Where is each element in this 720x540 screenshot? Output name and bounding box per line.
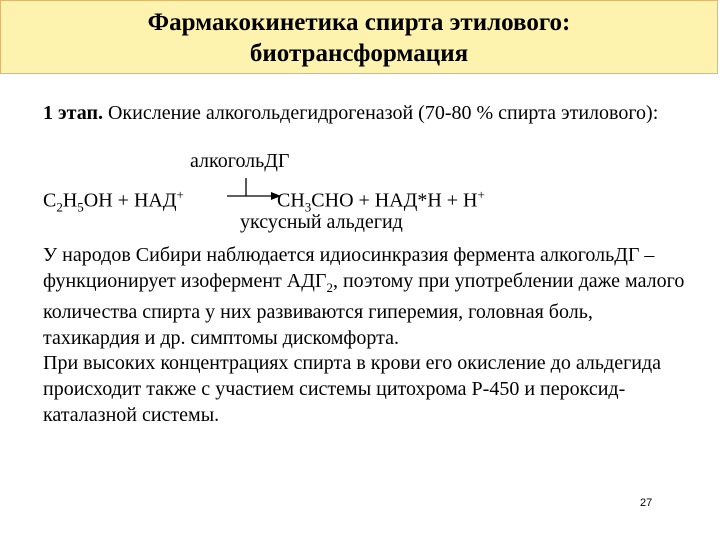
paragraph-siberia-start: У народов Сибири наблюдается идиосинкразия фермента алкогольДГ – функционирует изофермент АДГ (43, 244, 655, 292)
reactant-rest: OH + НАД (83, 189, 177, 212)
slide-title-box (0, 0, 718, 74)
product-subscript: 3 (304, 199, 312, 215)
paragraph-siberia-end: , поэтому при употреблении даже малого количества спирта у них развиваются гиперемия, головная боль, тахикардия и др. симптомы дискомфорта. (43, 269, 685, 349)
slide-title-line-1: Фармакокинетика спирта этилового: (147, 9, 571, 36)
product-ch: CH (277, 189, 305, 212)
product-name: уксусный альдегид (240, 211, 403, 233)
reactant-hydrogen: H (62, 189, 78, 212)
product-rest: CHO + НАД*Н + Н (311, 189, 478, 212)
enzyme-label: алкогольДГ (190, 150, 290, 172)
product-charge: + (477, 187, 485, 202)
stage-label: 1 этап. (43, 102, 103, 124)
paragraph-siberia (43, 243, 693, 351)
stage-text: Окисление алкогольдегидрогеназой (70-80 % спирта этилового): (102, 102, 659, 124)
stage-description (43, 100, 693, 126)
reactant-hydrogen-subscript: 5 (77, 199, 84, 215)
body-text (43, 243, 693, 428)
reaction-reactants (43, 187, 184, 216)
slide-title-line-2: биотрансформация (249, 40, 469, 67)
isoenzyme-subscript: 2 (326, 279, 333, 295)
paragraph-high-concentration: При высоких концентрациях спирта в крови его окисление до альдегида происходит также с участием системы цитохрома Р-450 и пероксид-каталазной системы. (43, 352, 662, 426)
reactant-carbon-subscript: 2 (56, 199, 63, 215)
reactant-carbon: C (43, 189, 57, 212)
reaction-arrow (225, 176, 285, 204)
reactant-charge: + (176, 187, 184, 202)
page-number: 27 (640, 497, 653, 509)
